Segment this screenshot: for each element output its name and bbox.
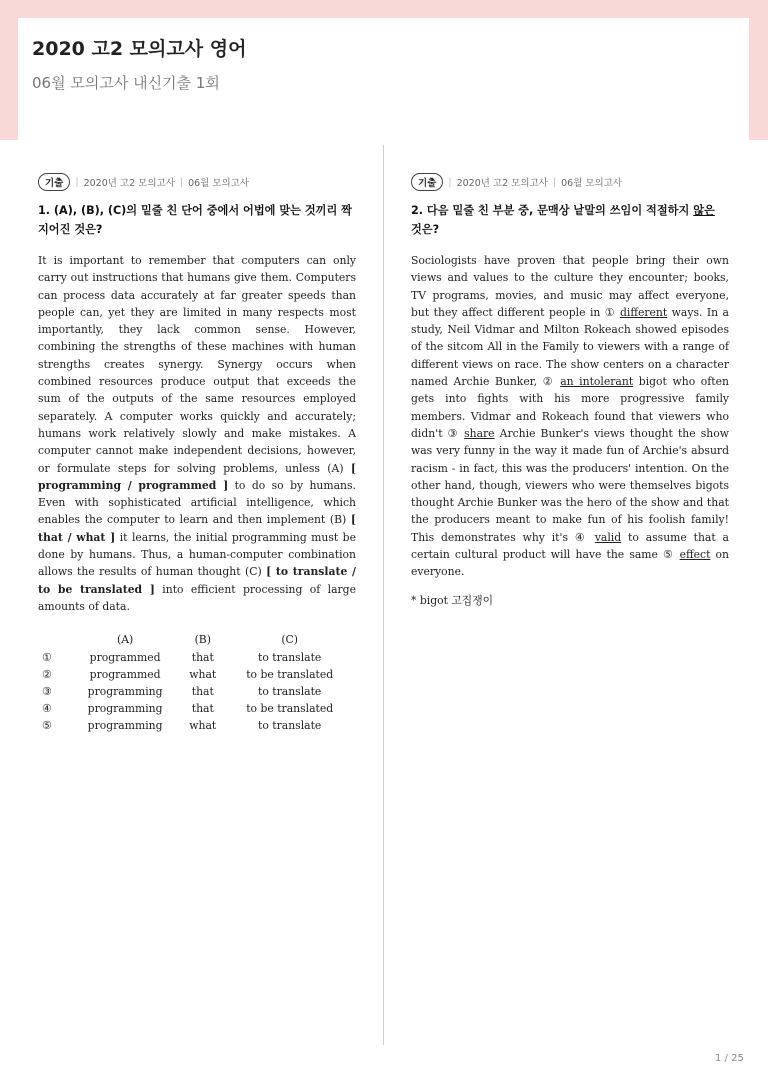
meta-separator: | [552, 176, 557, 188]
choice-c: to translate [258, 719, 322, 733]
question-text: 1. (A), (B), (C)의 밑줄 친 단어 중에서 어법에 맞는 것끼리 짝지어진 것은? [38, 204, 352, 236]
choice-a: programming [87, 684, 163, 698]
passage-part: on everyone. [411, 548, 730, 579]
choice-b: what [189, 667, 217, 681]
bracket-c: [ to translate / to be translated ] [38, 565, 356, 596]
source-tag: 기출 [38, 173, 70, 191]
question-2 [411, 173, 729, 608]
choice-b: what [189, 719, 217, 733]
choice-number: ⑤ [42, 719, 52, 733]
month-label: 06월 모의고사 [561, 178, 623, 189]
passage-part: to do so by humans. Even with sophisticated artificial intelligence, which enables the computer to learn and then implement (B) [38, 478, 356, 527]
passage-part: Sociologists have proven that people bring their own views and values to the culture they encounter; books, TV programs, movies, and music may affect everyone, but they affect different people in ① [411, 254, 729, 319]
question-part: 2. 다음 밑줄 친 부분 중, 문맥상 낱말의 쓰임이 적절하지 [411, 204, 694, 217]
choice-b: that [191, 702, 214, 716]
question-text [411, 201, 729, 239]
question-underline: 않은 [693, 204, 715, 217]
underlined-4: valid [594, 530, 622, 544]
passage-part: It is important to remember that computers can only carry out instructions that humans give them. Computers can process data accurately at far greater speeds than people can, yet they are limited in many respects most importantly, they lack common sense. However, combining the strengths of these machines with human strengths creates synergy. Synergy occurs when combined resources produce output that exceeds the sum of the outputs of the same resources employed separately. A computer works quickly and accurately; humans work relatively slowly and make mistakes. A computer cannot make independent decisions, however, or formulate steps for solving problems, unless (A) [38, 254, 356, 475]
choice-a: programmed [89, 650, 161, 664]
page-title: 2020 고2 모의고사 영어 [32, 38, 247, 60]
column-divider [383, 145, 384, 1045]
passage-part: to assume that a certain cultural product will have the same ⑤ [411, 530, 729, 562]
choice-number: ① [42, 650, 52, 664]
question-part: 것은? [411, 223, 440, 236]
col-header-b: (B) [194, 633, 211, 647]
passage-part: it learns, the initial programming must be done by humans. Thus, a human-computer combination allows the results of human thought (C) [38, 530, 356, 579]
month-label: 06월 모의고사 [188, 178, 250, 189]
question-meta [411, 173, 729, 191]
bracket-a: [ programming / programmed ] [38, 461, 356, 492]
meta-separator: | [75, 176, 79, 188]
passage-part: ways. In a study, Neil Vidmar and Milton Rokeach showed episodes of the sitcom All in the Family to viewers with a range of different views on race. The show centers on a character named Archie Bunker, ② [411, 305, 729, 389]
choice-number: ④ [42, 702, 52, 716]
meta-separator: | [448, 176, 452, 188]
page-subtitle: 06월 모의고사 내신기출 1회 [32, 74, 220, 92]
choice-c: to be translated [246, 702, 334, 716]
choice-number: ③ [42, 684, 52, 698]
col-header-c: (C) [281, 633, 299, 647]
underlined-3: share [464, 426, 495, 440]
underlined-2: an intolerant [560, 375, 634, 389]
meta-separator: | [179, 176, 184, 188]
choice-row[interactable] [38, 717, 356, 734]
choice-row[interactable] [38, 700, 356, 717]
passage-part: Archie Bunker's views thought the show was very funny in the way it made fun of Archie's absurd racism - in fact, this was the producers' intention. On the other hand, though, viewers who were themselves bigots thought Archie Bunker was the hero of the show and that the producers meant to make fun of his foolish family! This demonstrates why it's ④ [411, 426, 729, 544]
source-tag: 기출 [411, 173, 443, 191]
choice-b: that [191, 684, 214, 698]
choice-c: to translate [258, 684, 322, 698]
question-1 [38, 173, 356, 734]
question-meta [38, 173, 356, 191]
choice-row[interactable] [38, 648, 356, 665]
passage [411, 252, 729, 581]
choices-table [38, 631, 356, 734]
choice-number: ② [42, 667, 52, 681]
choice-a: programmed [89, 667, 161, 681]
passage [38, 252, 356, 615]
choice-row[interactable] [38, 683, 356, 700]
page-number: 1 / 25 [715, 1053, 744, 1064]
choice-a: programming [87, 702, 163, 716]
choice-c: to translate [258, 650, 322, 664]
source-label: 2020년 고2 모의고사 [83, 178, 175, 189]
choice-a: programming [87, 719, 163, 733]
choices-header-row [38, 631, 356, 648]
choice-row[interactable] [38, 666, 356, 683]
underlined-1: different [619, 305, 668, 319]
underlined-5: effect [679, 548, 711, 562]
col-header-a: (A) [116, 633, 134, 647]
passage-part: into efficient processing of large amounts of data. [38, 582, 356, 613]
source-label: 2020년 고2 모의고사 [456, 178, 548, 189]
passage-part: bigot who often gets into fights with his more progressive family members. Vidmar and Rokeach found that viewers who didn't ③ [411, 375, 729, 440]
choice-b: that [191, 650, 214, 664]
bracket-b: [ that / what ] [38, 513, 356, 544]
footnote: * bigot 고집쟁이 [411, 593, 494, 607]
choice-c: to be translated [246, 667, 334, 681]
